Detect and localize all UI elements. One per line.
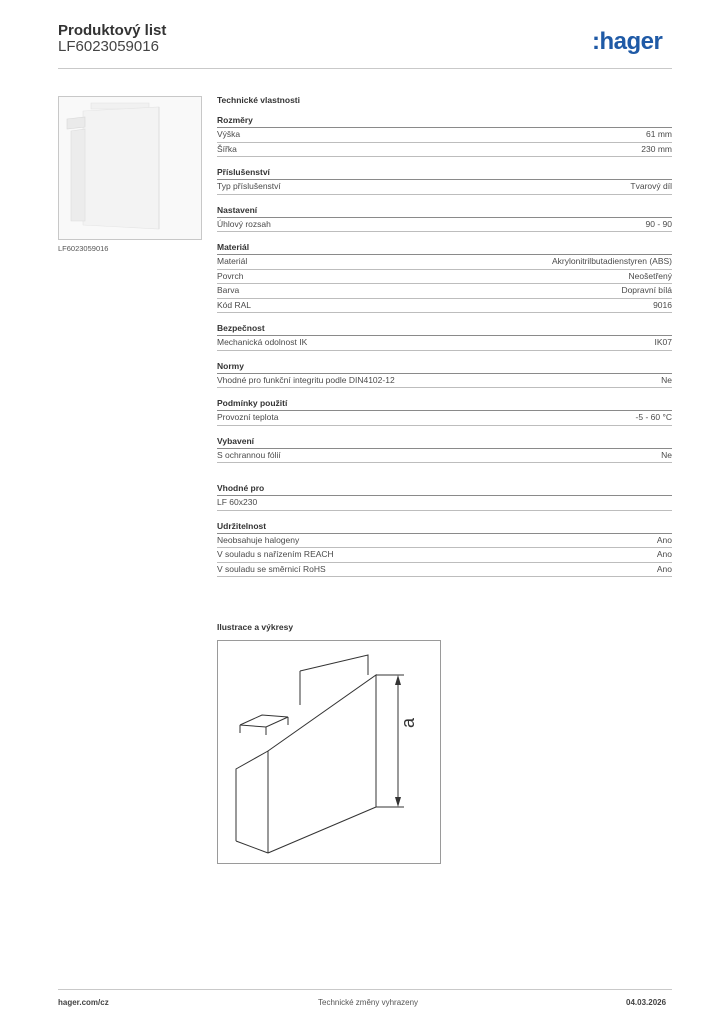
dimension-drawing (218, 641, 440, 863)
spec-group (217, 205, 672, 233)
spec-group-title: Příslušenství (217, 167, 672, 180)
spec-group-title: Bezpečnost (217, 323, 672, 336)
spec-row (217, 270, 672, 285)
spec-group (217, 436, 672, 464)
spec-row (217, 449, 672, 464)
spec-label: Barva (217, 285, 240, 295)
spec-label: Vhodné pro funkční integritu podle DIN4102-12 (217, 374, 395, 385)
spec-value: Ne (661, 374, 672, 385)
spec-row (217, 143, 672, 158)
spec-row (217, 128, 672, 143)
spec-group (217, 167, 672, 195)
footer-notice: Technické změny vyhrazeny (318, 998, 419, 1007)
spec-label: Typ příslušenství (217, 181, 281, 191)
spec-group (217, 323, 672, 351)
spec-value: 230 mm (641, 143, 672, 154)
spec-group-title: Materiál (217, 242, 672, 255)
technical-specs (217, 95, 672, 587)
spec-label: Kód RAL (217, 299, 252, 310)
spec-label: LF 60x230 (217, 497, 258, 507)
spec-group (217, 361, 672, 389)
header-divider (58, 68, 672, 69)
spec-value: 61 mm (646, 129, 672, 139)
spec-value: 90 - 90 (645, 218, 672, 229)
dimension-label-a: a (398, 717, 418, 728)
footer-date: 04.03.2026 (626, 998, 667, 1007)
spec-value: -5 - 60 °C (635, 412, 672, 422)
spec-value: Tvarový díl (630, 181, 672, 191)
illustrations-title: Ilustrace a výkresy (217, 622, 294, 632)
spec-label: S ochrannou fólií (217, 449, 281, 460)
spec-group-title: Normy (217, 361, 672, 374)
spec-value: Akrylonitrilbutadienstyren (ABS) (552, 256, 672, 266)
spec-row (217, 534, 672, 549)
spec-row (217, 299, 672, 314)
spec-label: Úhlový rozsah (217, 218, 271, 229)
spec-label: Provozní teplota (217, 412, 279, 422)
spec-label: Výška (217, 129, 241, 139)
spec-label: Povrch (217, 270, 244, 281)
spec-group (217, 521, 672, 578)
spec-group-title: Nastavení (217, 205, 672, 218)
spec-row (217, 180, 672, 195)
footer-divider (58, 989, 672, 990)
spec-row (217, 284, 672, 299)
technical-drawing (217, 640, 441, 864)
product-image (58, 96, 202, 240)
spec-label: V souladu s nařízením REACH (217, 549, 334, 559)
spec-row (217, 336, 672, 351)
spec-group-title: Vhodné pro (217, 483, 672, 496)
product-photo (59, 97, 201, 239)
spec-label: Mechanická odolnost IK (217, 337, 308, 347)
spec-label: Materiál (217, 256, 248, 266)
spec-group (217, 115, 672, 157)
spec-row (217, 374, 672, 389)
spec-row (217, 411, 672, 426)
spec-groups (217, 115, 672, 577)
spec-value: Ne (661, 449, 672, 460)
spec-label: Neobsahuje halogeny (217, 534, 300, 545)
spec-row (217, 255, 672, 270)
spec-group-title: Rozměry (217, 115, 672, 128)
product-image-caption: LF6023059016 (58, 244, 109, 253)
spec-value: Dopravní bílá (621, 285, 672, 295)
spec-value: 9016 (653, 299, 672, 310)
hager-logo: :hager (592, 28, 663, 55)
page-title: Produktový list (58, 22, 167, 39)
spec-group (217, 398, 672, 426)
spec-group (217, 483, 672, 511)
footer-website[interactable]: hager.com/cz (58, 998, 109, 1007)
spec-row (217, 563, 672, 578)
spec-value: Ano (656, 534, 672, 545)
spec-value: IK07 (654, 337, 672, 347)
spec-group-title: Podmínky použití (217, 398, 672, 411)
spec-row (217, 218, 672, 233)
spec-value: Ano (656, 563, 672, 574)
spec-row (217, 548, 672, 563)
spec-group-title: Udržitelnost (217, 521, 672, 534)
spec-row (217, 496, 672, 511)
spec-group (217, 242, 672, 313)
spec-label: Šířka (217, 143, 237, 154)
spec-group-title: Vybavení (217, 436, 672, 449)
spec-value: Ano (656, 549, 672, 559)
spec-value: Neošetřený (628, 270, 672, 281)
spec-label: V souladu se směrnicí RoHS (217, 563, 326, 574)
specs-heading: Technické vlastnosti (217, 95, 300, 105)
product-code: LF6023059016 (58, 38, 159, 55)
